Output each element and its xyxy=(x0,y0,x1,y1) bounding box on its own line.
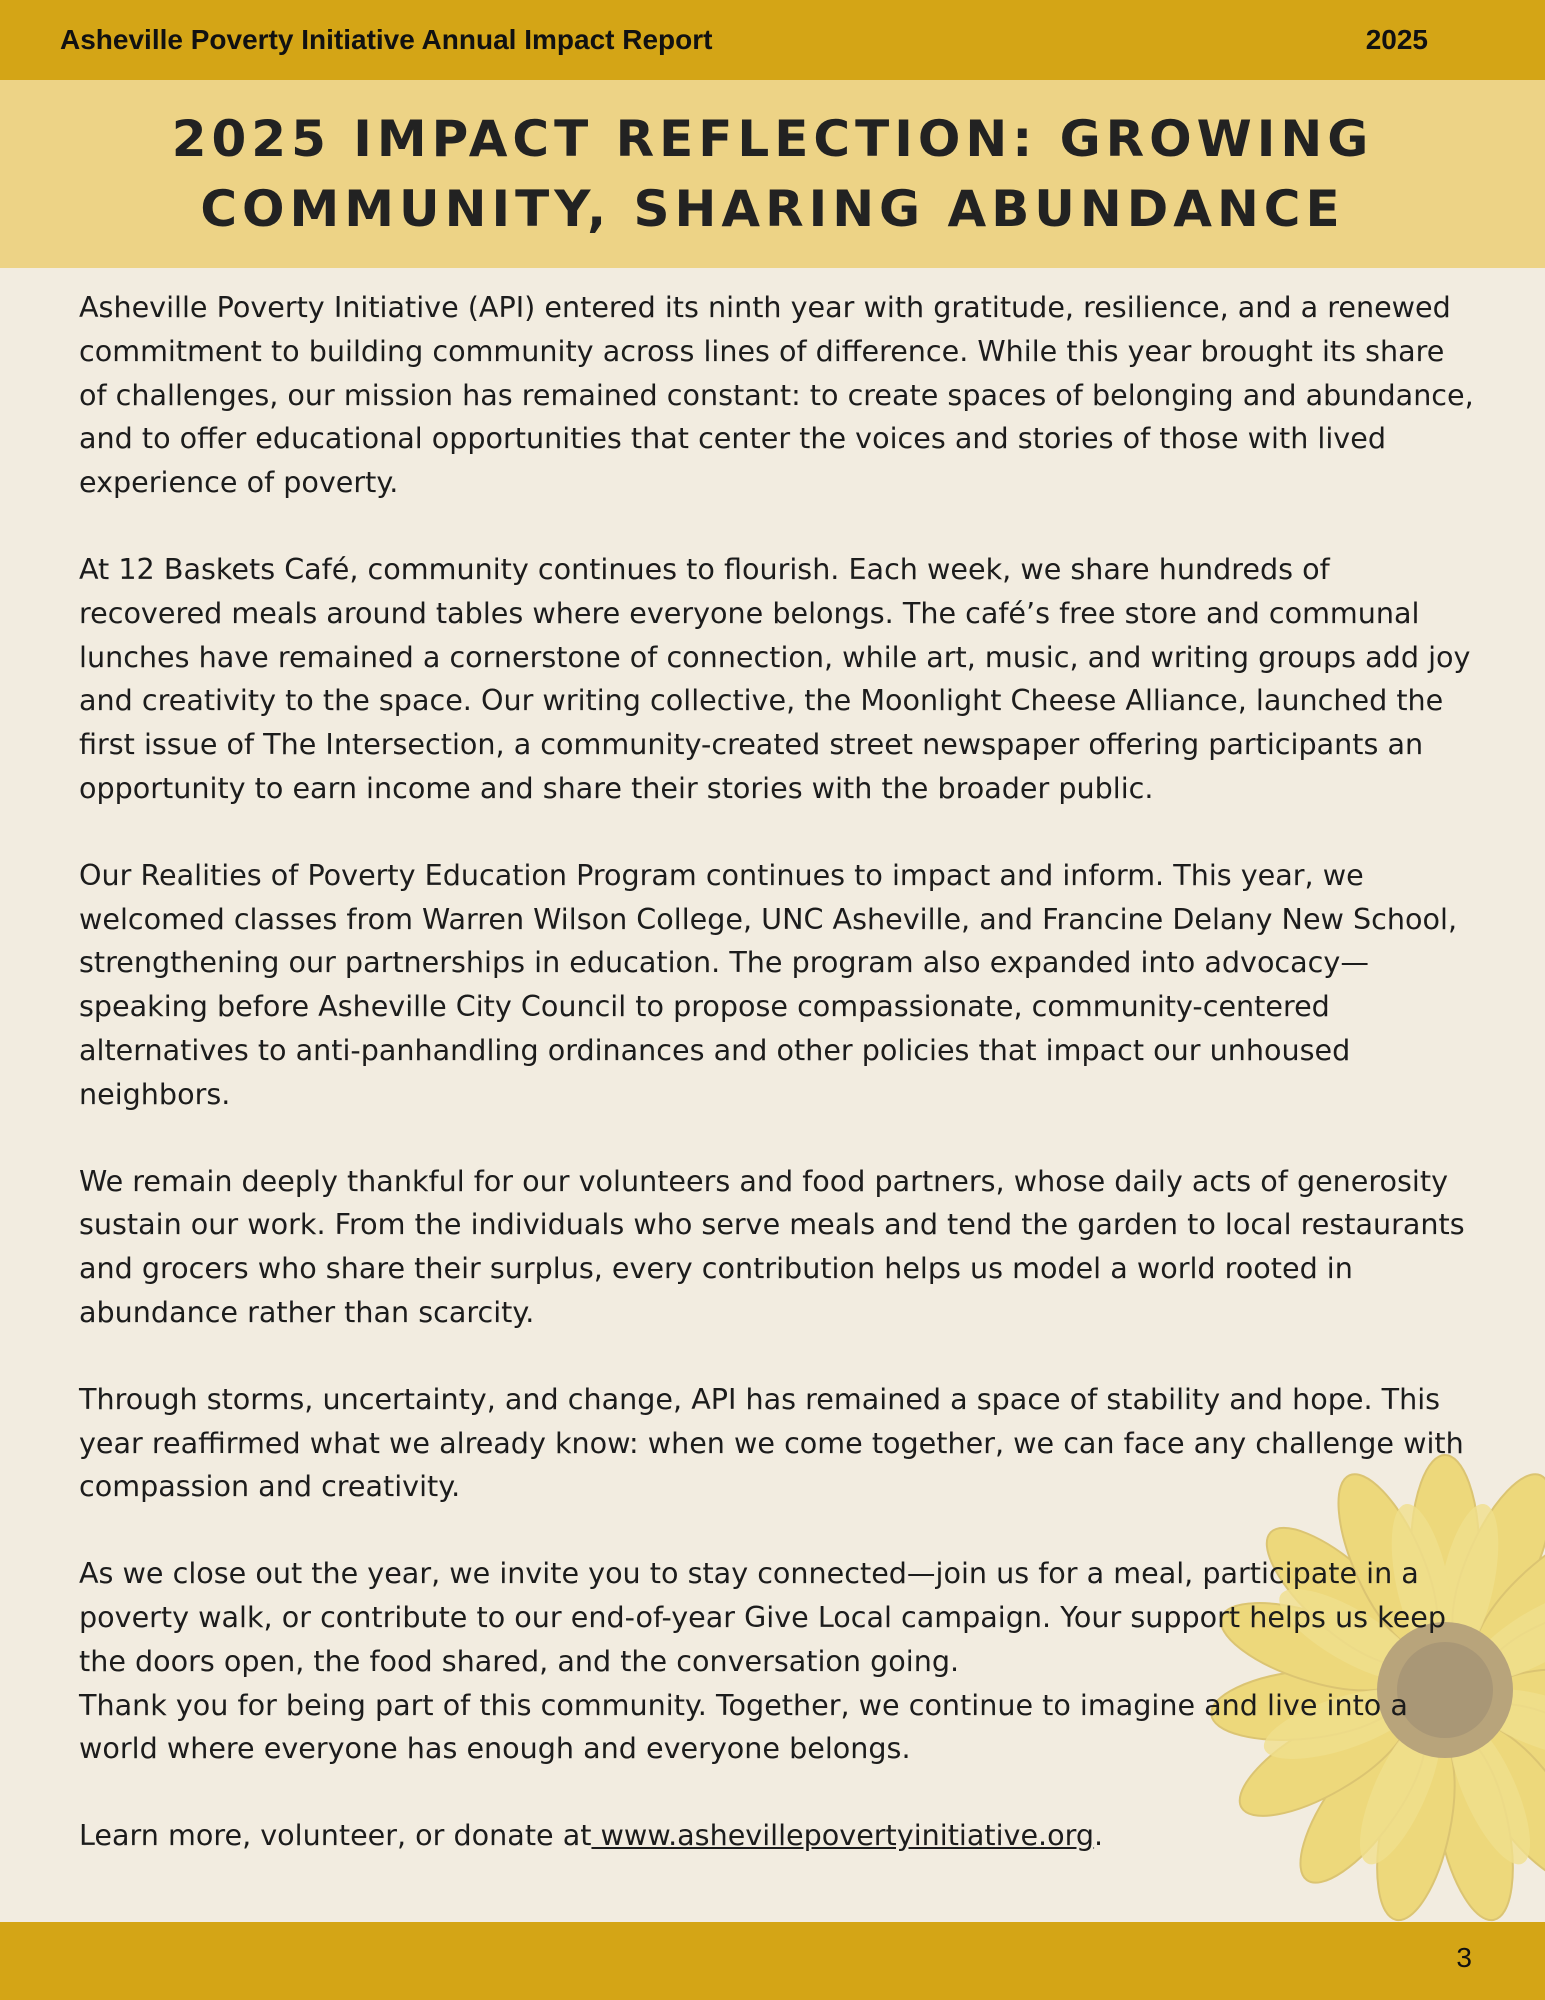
paragraph-intro: Asheville Poverty Initiative (API) entered its ninth year with gratitude, resilience, and a renewed commitment to building community across lines of difference. While this year brought its share of challenges, our mission has remained constant: to create spaces of belonging and abundance, and to offer educational opportunities that center the voices and stories of those with lived experience of poverty. xyxy=(79,290,1474,500)
page-title xyxy=(0,104,1545,244)
paragraph-stability: Through storms, uncertainty, and change, API has remained a space of stability and hope. This year reaffirmed what we already know: when we come together, we can face any challenge with compassion and creativity. xyxy=(79,1381,1464,1504)
call-to-action xyxy=(79,1814,1479,1858)
cta-suffix: . xyxy=(1094,1818,1104,1853)
footer-bar xyxy=(0,1922,1545,2000)
paragraph-volunteers: We remain deeply thankful for our volunteers and food partners, whose daily acts of generosity sustain our work. From the individuals who serve meals and tend the garden to local restaurants and grocers who share their surplus, every contribution helps us model a world rooted in abundance rather than scarcity. xyxy=(79,1163,1465,1329)
page-number: 3 xyxy=(1456,1942,1472,1973)
report-title: Asheville Poverty Initiative Annual Impact Report xyxy=(60,24,713,55)
title-band xyxy=(0,80,1545,268)
paragraph-thanks: Thank you for being part of this community. Together, we continue to imagine and live into a world where everyone has enough and everyone belongs. xyxy=(79,1687,1408,1766)
header-bar xyxy=(0,0,1545,80)
page-title-line-1: 2025 IMPACT REFLECTION: GROWING xyxy=(171,110,1374,168)
report-body xyxy=(79,286,1479,1858)
page-title-line-2: COMMUNITY, SHARING ABUNDANCE xyxy=(200,180,1345,238)
cta-prefix: Learn more, volunteer, or donate at xyxy=(79,1818,592,1853)
paragraph-cafe: At 12 Baskets Café, community continues to flourish. Each week, we share hundreds of recovered meals around tables where everyone belongs. The café’s free store and communal lunches have remained a cornerstone of connection, while art, music, and writing groups add joy and creativity to the space. Our writing collective, the Moonlight Cheese Alliance, launched the first issue of The Intersection, a community-created street newspaper offering participants an opportunity to earn income and share their stories with the broader public. xyxy=(79,551,1471,805)
paragraph-invitation: As we close out the year, we invite you to stay connected—join us for a meal, participate in a poverty walk, or contribute to our end-of-year Give Local campaign. Your support helps us keep the doors open, the food shared, and the conversation going. xyxy=(79,1556,1446,1678)
website-link[interactable]: www.ashevillepovertyinitiative.org xyxy=(591,1818,1095,1853)
paragraph-education: Our Realities of Poverty Education Program continues to impact and inform. This year, we welcomed classes from Warren Wilson College, UNC Asheville, and Francine Delany New School, strengthening our partnerships in education. The program also expanded into advocacy—speaking before Asheville City Council to propose compassionate, community-centered alternatives to anti-panhandling ordinances and other policies that impact our unhoused neighbors. xyxy=(79,857,1458,1111)
report-year: 2025 xyxy=(1365,24,1428,55)
